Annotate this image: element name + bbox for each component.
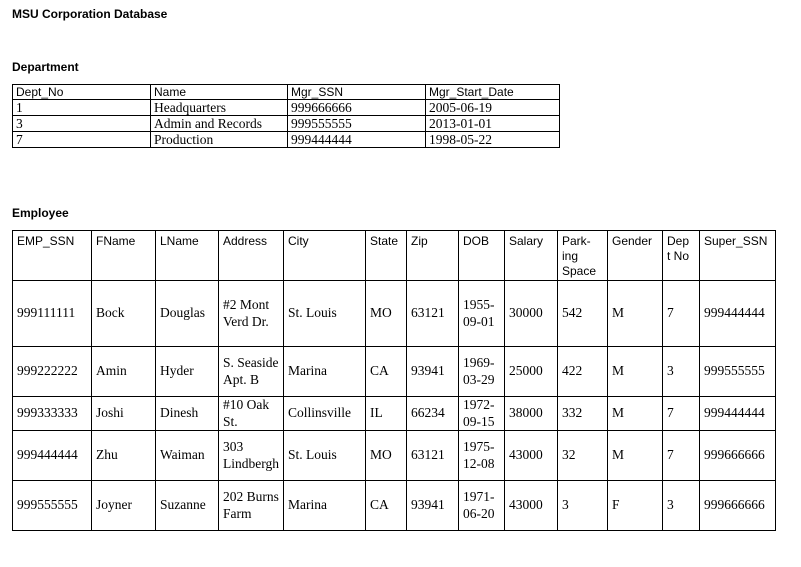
cell-name: Headquarters xyxy=(151,100,288,116)
cell-zip: 66234 xyxy=(407,397,459,431)
cell-emp-ssn: 999555555 xyxy=(13,481,92,531)
cell-super-ssn: 999666666 xyxy=(700,431,776,481)
cell-gender: M xyxy=(608,281,663,347)
department-table xyxy=(12,84,560,148)
cell-state: CA xyxy=(366,347,407,397)
cell-city: Marina xyxy=(284,481,366,531)
cell-city: St. Louis xyxy=(284,431,366,481)
cell-emp-ssn: 999111111 xyxy=(13,281,92,347)
cell-dept-no: 7 xyxy=(663,431,700,481)
cell-super-ssn: 999444444 xyxy=(700,281,776,347)
cell-address: 303 Lindbergh xyxy=(219,431,284,481)
col-header-name: Name xyxy=(151,85,288,100)
cell-gender: M xyxy=(608,397,663,431)
col-header-dept-no: Dep t No xyxy=(663,231,700,281)
table-row xyxy=(13,132,560,148)
cell-dept-no: 3 xyxy=(13,116,151,132)
cell-lname: Suzanne xyxy=(156,481,219,531)
cell-state: IL xyxy=(366,397,407,431)
page-title: MSU Corporation Database xyxy=(12,7,168,21)
cell-zip: 93941 xyxy=(407,347,459,397)
cell-parking-space: 422 xyxy=(558,347,608,397)
cell-address: #10 Oak St. xyxy=(219,397,284,431)
col-header-fname: FName xyxy=(92,231,156,281)
cell-dept-no: 3 xyxy=(663,347,700,397)
col-header-dob: DOB xyxy=(459,231,505,281)
cell-super-ssn: 999555555 xyxy=(700,347,776,397)
cell-dept-no: 7 xyxy=(13,132,151,148)
cell-name: Admin and Records xyxy=(151,116,288,132)
cell-gender: M xyxy=(608,431,663,481)
cell-fname: Joshi xyxy=(92,397,156,431)
table-row xyxy=(13,431,776,481)
cell-dept-no: 1 xyxy=(13,100,151,116)
cell-mgr-start-date: 2013-01-01 xyxy=(426,116,560,132)
cell-emp-ssn: 999222222 xyxy=(13,347,92,397)
cell-emp-ssn: 999333333 xyxy=(13,397,92,431)
cell-super-ssn: 999444444 xyxy=(700,397,776,431)
col-header-dept-no: Dept_No xyxy=(13,85,151,100)
cell-mgr-ssn: 999666666 xyxy=(288,100,426,116)
cell-salary: 25000 xyxy=(505,347,558,397)
cell-zip: 63121 xyxy=(407,431,459,481)
cell-zip: 93941 xyxy=(407,481,459,531)
cell-dept-no: 3 xyxy=(663,481,700,531)
table-row xyxy=(13,481,776,531)
cell-mgr-start-date: 2005-06-19 xyxy=(426,100,560,116)
table-row xyxy=(13,281,776,347)
cell-dept-no: 7 xyxy=(663,281,700,347)
table-row xyxy=(13,397,776,431)
col-header-city: City xyxy=(284,231,366,281)
cell-city: St. Louis xyxy=(284,281,366,347)
employee-header-row xyxy=(13,231,776,281)
cell-dob: 1975-12-08 xyxy=(459,431,505,481)
cell-state: MO xyxy=(366,281,407,347)
cell-dept-no: 7 xyxy=(663,397,700,431)
col-header-zip: Zip xyxy=(407,231,459,281)
cell-dob: 1969-03-29 xyxy=(459,347,505,397)
cell-super-ssn: 999666666 xyxy=(700,481,776,531)
col-header-gender: Gender xyxy=(608,231,663,281)
cell-city: Marina xyxy=(284,347,366,397)
cell-lname: Douglas xyxy=(156,281,219,347)
cell-zip: 63121 xyxy=(407,281,459,347)
cell-salary: 30000 xyxy=(505,281,558,347)
cell-salary: 43000 xyxy=(505,481,558,531)
cell-gender: F xyxy=(608,481,663,531)
cell-lname: Waiman xyxy=(156,431,219,481)
cell-dob: 1955-09-01 xyxy=(459,281,505,347)
employee-table xyxy=(12,230,776,531)
col-header-mgr-ssn: Mgr_SSN xyxy=(288,85,426,100)
cell-gender: M xyxy=(608,347,663,397)
cell-salary: 38000 xyxy=(505,397,558,431)
cell-city: Collinsville xyxy=(284,397,366,431)
cell-fname: Bock xyxy=(92,281,156,347)
cell-parking-space: 332 xyxy=(558,397,608,431)
cell-state: MO xyxy=(366,431,407,481)
cell-lname: Dinesh xyxy=(156,397,219,431)
cell-parking-space: 542 xyxy=(558,281,608,347)
cell-fname: Zhu xyxy=(92,431,156,481)
cell-state: CA xyxy=(366,481,407,531)
cell-address: 202 Burns Farm xyxy=(219,481,284,531)
cell-address: #2 Mont Verd Dr. xyxy=(219,281,284,347)
cell-emp-ssn: 999444444 xyxy=(13,431,92,481)
department-heading: Department xyxy=(12,60,79,74)
col-header-super-ssn: Super_SSN xyxy=(700,231,776,281)
cell-salary: 43000 xyxy=(505,431,558,481)
table-row xyxy=(13,100,560,116)
cell-dob: 1972-09-15 xyxy=(459,397,505,431)
cell-fname: Joyner xyxy=(92,481,156,531)
cell-name: Production xyxy=(151,132,288,148)
col-header-mgr-start-date: Mgr_Start_Date xyxy=(426,85,560,100)
cell-mgr-ssn: 999444444 xyxy=(288,132,426,148)
cell-fname: Amin xyxy=(92,347,156,397)
cell-parking-space: 3 xyxy=(558,481,608,531)
col-header-salary: Salary xyxy=(505,231,558,281)
col-header-lname: LName xyxy=(156,231,219,281)
cell-parking-space: 32 xyxy=(558,431,608,481)
employee-heading: Employee xyxy=(12,206,69,220)
department-header-row xyxy=(13,85,560,100)
cell-mgr-ssn: 999555555 xyxy=(288,116,426,132)
cell-address: S. Seaside Apt. B xyxy=(219,347,284,397)
cell-dob: 1971-06-20 xyxy=(459,481,505,531)
col-header-state: State xyxy=(366,231,407,281)
table-row xyxy=(13,347,776,397)
col-header-parking-space: Park-ing Space xyxy=(558,231,608,281)
col-header-address: Address xyxy=(219,231,284,281)
table-row xyxy=(13,116,560,132)
col-header-emp-ssn: EMP_SSN xyxy=(13,231,92,281)
cell-mgr-start-date: 1998-05-22 xyxy=(426,132,560,148)
cell-lname: Hyder xyxy=(156,347,219,397)
